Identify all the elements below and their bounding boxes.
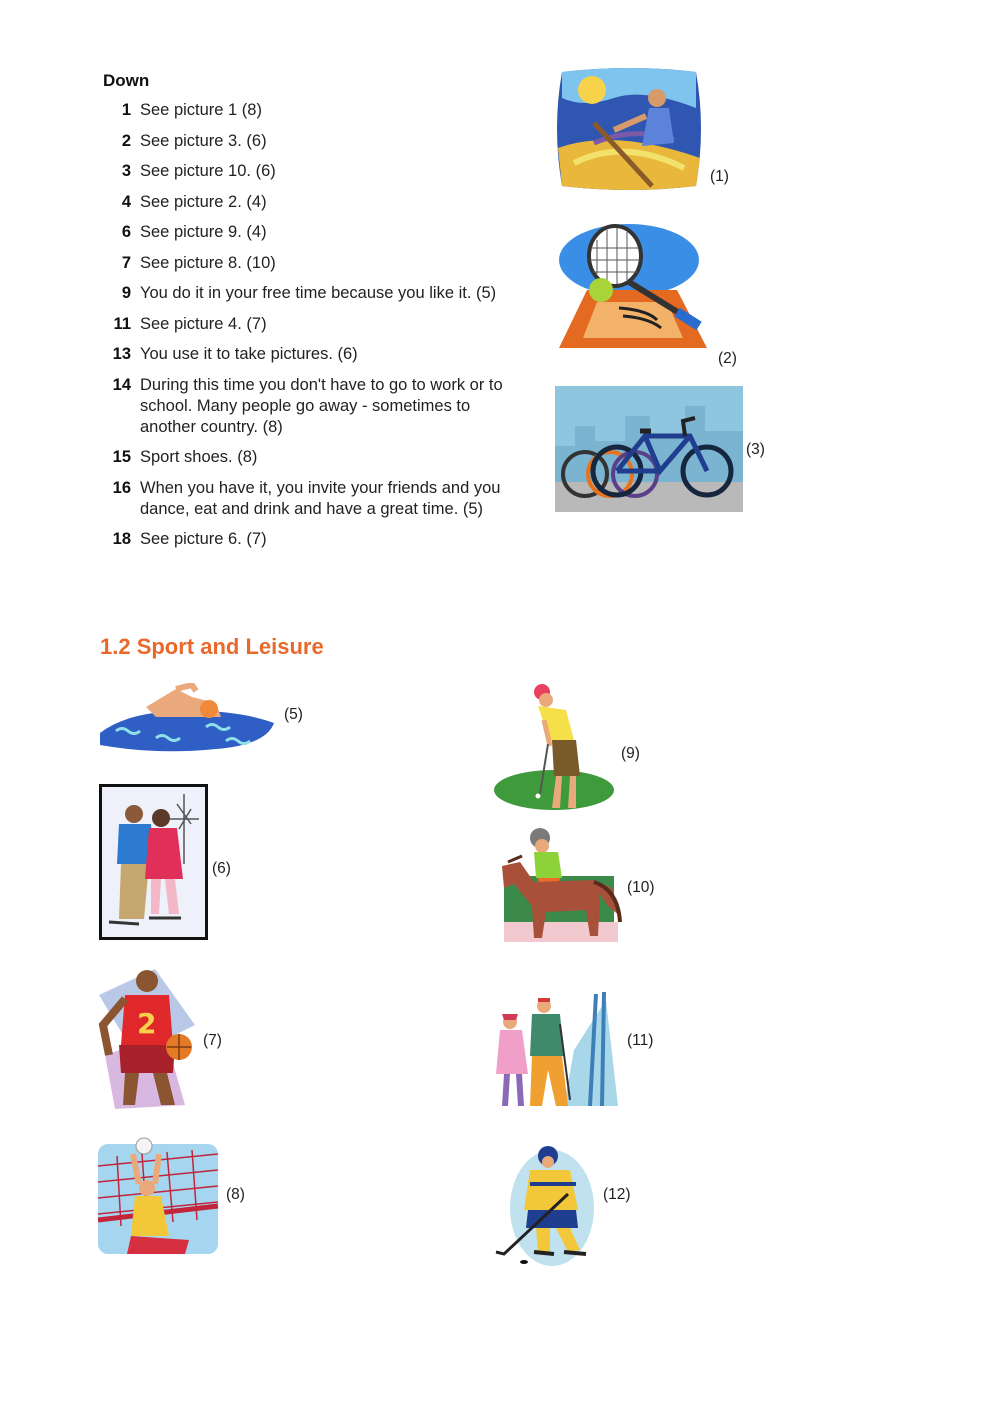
clue-number: 1 [121, 101, 131, 119]
golfer-icon [494, 680, 620, 812]
bicycles-picture [555, 386, 743, 512]
clue-number: 14 [112, 375, 131, 394]
picture-2-label: (2) [718, 350, 737, 367]
skiers-icon [494, 990, 624, 1110]
volleyball-picture [97, 1136, 219, 1256]
clue-text: Sport shoes. (8) [140, 448, 258, 466]
volleyball-icon [97, 1136, 219, 1256]
clue-number: 18 [112, 530, 131, 548]
clue-number: 16 [112, 478, 131, 497]
clue-text: See picture 6. (7) [140, 530, 267, 548]
clue-text: When you have it, you invite your friends and you dance, eat and drink and have a great time. (5) [140, 478, 501, 518]
clue-item [104, 478, 514, 520]
clue-number: 2 [121, 131, 131, 150]
section-title: 1.2 Sport and Leisure [100, 634, 324, 659]
picture-7-label: (7) [203, 1032, 222, 1049]
clue-item [104, 314, 514, 335]
clue-text: See picture 3. (6) [140, 131, 267, 150]
ice-skaters-icon [99, 784, 208, 940]
basketball-picture [95, 965, 199, 1111]
down-clue-list [104, 100, 514, 560]
picture-5-label: (5) [284, 706, 303, 723]
swimmer-icon [96, 683, 278, 755]
clue-text: See picture 1 (8) [140, 101, 262, 119]
hockey-player-icon [494, 1144, 598, 1268]
swimming-picture [96, 683, 278, 755]
picture-10-label: (10) [627, 879, 655, 896]
picture-6-label: (6) [212, 860, 231, 877]
clue-number: 9 [121, 284, 131, 302]
clue-item [104, 283, 514, 304]
rowing-icon [554, 68, 704, 190]
horse-riding-picture [494, 826, 624, 944]
clue-number: 7 [121, 253, 131, 272]
picture-9-label: (9) [621, 745, 640, 762]
picture-12-label: (12) [603, 1186, 631, 1203]
clue-number: 4 [121, 192, 131, 211]
picture-8-label: (8) [226, 1186, 245, 1203]
clue-text: During this time you don't have to go to work or to school. Many people go away - sometimes to another country. (8) [140, 375, 503, 436]
clue-text: See picture 8. (10) [140, 253, 276, 272]
clue-item [104, 131, 514, 152]
clue-text: You do it in your free time because you like it. (5) [140, 284, 497, 302]
tennis-racket-icon [557, 220, 707, 350]
skating-picture [99, 784, 208, 940]
down-heading: Down [103, 71, 150, 90]
hockey-picture [494, 1144, 598, 1268]
clue-item [104, 344, 514, 365]
clue-text: See picture 10. (6) [140, 162, 276, 180]
clue-text: See picture 9. (4) [140, 223, 267, 241]
clue-item [104, 192, 514, 213]
horse-rider-icon [494, 826, 624, 944]
clue-text: You use it to take pictures. (6) [140, 345, 358, 363]
clue-item [104, 222, 514, 243]
basketball-player-icon [95, 965, 199, 1111]
tennis-picture [557, 220, 707, 350]
clue-item [104, 529, 514, 550]
clue-number: 11 [113, 314, 131, 333]
clue-number: 13 [112, 345, 131, 363]
clue-item [104, 161, 514, 182]
picture-3-label: (3) [746, 441, 765, 458]
clue-number: 15 [112, 448, 131, 466]
clue-item [104, 375, 514, 438]
clue-item [104, 100, 514, 121]
clue-item [104, 447, 514, 468]
svg-text:2: 2 [137, 1007, 157, 1040]
picture-1-label: (1) [710, 168, 729, 185]
skiing-picture [494, 990, 624, 1110]
clue-text: See picture 4. (7) [140, 314, 267, 333]
golf-picture [494, 680, 620, 812]
picture-11-label: (11) [627, 1032, 654, 1049]
rowing-picture [554, 68, 704, 190]
bicycle-icon [555, 386, 743, 512]
clue-number: 6 [121, 223, 131, 241]
clue-text: See picture 2. (4) [140, 192, 267, 211]
clue-number: 3 [121, 162, 131, 180]
clue-item [104, 253, 514, 274]
